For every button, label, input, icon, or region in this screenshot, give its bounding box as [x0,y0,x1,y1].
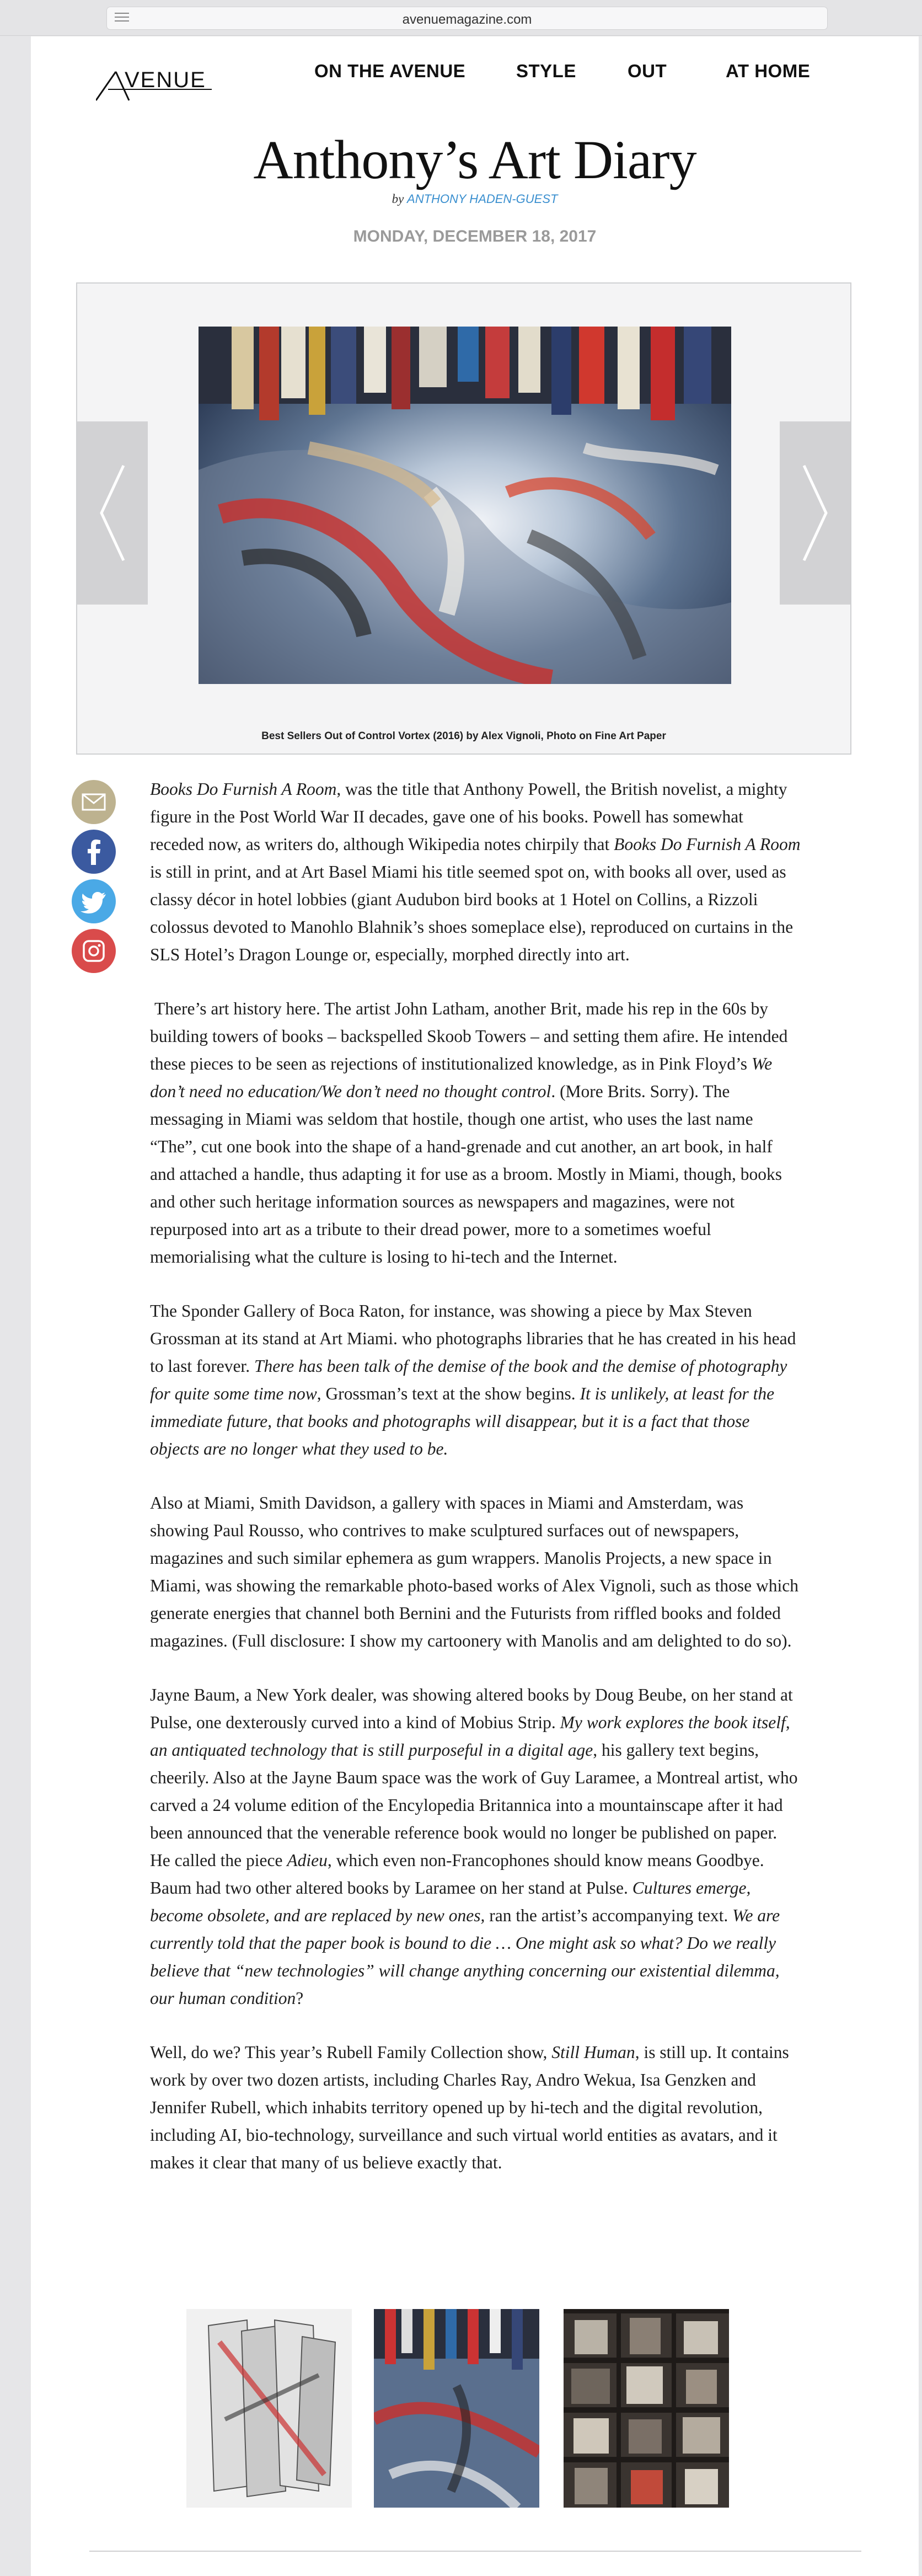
italic-run: Books Do Furnish A Room [614,835,801,854]
article-title: Anthony’s Art Diary [253,129,696,190]
slideshow-next-button[interactable] [780,421,850,605]
svg-text:VENUE: VENUE [125,68,206,92]
text-run: , Grossman’s text at the show begins. [317,1384,580,1403]
address-bar-url: avenuemagazine.com [402,12,532,27]
instagram-icon [72,929,116,973]
chevron-left-icon [77,421,148,605]
nav-item-at-home[interactable]: AT HOME [726,61,811,81]
text-run: , is still up. It contains work by over two dozen artists, including Charles Ray, Andro Wekua, Isa Genzken and Jennifer Rubell, which inhabits territory opened up by hi-tech and the digital revolution, including AI, bio-technology, surveillance and such virtual world entities as avatars, and it makes it clear that many of us believe exactly that. [150,2043,789,2172]
italic-run: Books Do Furnish A Room [150,779,337,799]
share-email-button[interactable] [72,780,116,824]
article-date: MONDAY, DECEMBER 18, 2017 [353,227,597,245]
footer-divider [89,2551,861,2552]
italic-run: Adieu [287,1851,328,1870]
related-thumbnails [31,2309,919,2513]
thumbnail-library-shelves[interactable] [564,2309,729,2508]
text-run: Jayne Baum, a New York dealer, was showing altered books by Doug Beube, on her stand at Pulse, one dexterously curved into a kind of Mobius Strip. [150,1685,793,1732]
italic-run: My work explores the book itself, an antiquated technology that is still purposeful in a digital age [150,1713,790,1760]
main-nav [31,61,919,83]
italic-run: It is unlikely, at least for the immediate future, that books and photographs will disappear, but it is a fact that those objects are no longer what they used to be. [150,1384,775,1458]
facebook-icon [72,830,116,874]
italic-run: There has been talk of the demise of the book and the demise of photography for quite some time now [150,1356,787,1403]
nav-item-on-the-avenue[interactable]: ON THE AVENUE [314,61,466,81]
article-paragraph [150,776,801,969]
text-run: ran the artist’s accompanying text. [485,1906,733,1925]
text-run: . (More Brits. Sorry). The messaging in Miami was seldom that hostile, though one artist, who uses the last name “The”, cut one book into the shape of a hand-grenade and cut another, an art book, in half and attached a handle, thus adapting it for use as a broom. Mostly in Miami, though, books and other such heritage information sources as newspapers and magazines, were not repurposed into art as a tribute to their dread power, more to a sometimes woeful memorialising what the culture is losing to hi-tech and the Internet. [150,1082,782,1266]
text-run: , which even non-Francophones should know means Goodbye. Baum had two other altered books by Laramee on her stand at Pulse. [150,1851,764,1898]
text-run: There’s art history here. The artist John Latham, another Brit, made his rep in the 60s by building towers of books – backspelled Skoob Towers – and setting them afire. He intended these pieces to be seen as rejections of institutionalized knowledge, as in Pink Floyd’s [150,999,788,1073]
text-run: Also at Miami, Smith Davidson, a gallery with spaces in Miami and Amsterdam, was showing Paul Rousso, who contrives to make sculptured surfaces out of newspapers, magazines and such similar ephemera as gum wrappers. Manolis Projects, a new space in Miami, was showing the remarkable photo-based works of Alex Vignoli, such as those which generate energies that channel both Bernini and the Futurists from riffled books and folded magazines. (Full disclosure: I show my cartoonery with Manolis and am delighted to do so). [150,1493,798,1650]
share-twitter-button[interactable] [72,879,116,923]
twitter-icon [72,879,116,923]
text-run: , was the title that Anthony Powell, the British novelist, a mighty figure in the Post World War II decades, gave one of his books. Powell has somewhat receded now, as writers do, although Wikipedia notes chirpily that [150,779,787,854]
share-instagram-button[interactable] [72,929,116,973]
text-run: , his gallery text begins, cheerily. Also at the Jayne Baum space was the work of Guy Laramee, a Montreal artist, who carved a 24 volume edition of the Encylopedia Britannica into a mountainscape after it had been announced that the venerable reference book would no longer be published on paper. He called the piece [150,1740,798,1870]
slideshow-prev-button[interactable] [77,421,148,605]
email-icon [72,780,116,824]
image-slideshow [76,282,851,755]
article-paragraph [150,1681,801,2012]
slide-caption: Best Sellers Out of Control Vortex (2016) by Alex Vignoli, Photo on Fine Art Paper [261,730,666,742]
text-run: is still in print, and at Art Basel Miami his title seemed spot on, with books all over, used as classy décor in hotel lobbies (giant Audubon bird books at 1 Hotel on Collins, a Rizzoli colossus devoted to Manohlo Blahnik’s shoes someplace else), reproduced on curtains in the SLS Hotel’s Dragon Lounge or, especially, morphed directly into art. [150,862,794,964]
nav-item-style[interactable]: STYLE [516,61,576,81]
article-paragraph [150,2039,801,2177]
share-facebook-button[interactable] [72,830,116,874]
italic-run: Still Human [551,2043,635,2062]
browser-bar [0,0,922,36]
slide-image [199,327,731,684]
page [31,36,919,2576]
chevron-right-icon [780,421,850,605]
text-run: ? [296,1989,304,2008]
article-body [150,776,801,2203]
text-run: The Sponder Gallery of Boca Raton, for instance, was showing a piece by Max Steven Grossman at its stand at Art Miami. who photographs libraries that he has created in his head to last forever. [150,1301,796,1376]
italic-run: We are currently told that the paper book is bound to die … One might ask so what? Do we really believe that “new technologies” will change anything concerning our existential dilemma, our human condition [150,1906,780,2008]
article-paragraph [150,995,801,1271]
byline-prefix: by [392,192,404,206]
address-bar[interactable] [106,7,828,30]
text-run: Well, do we? This year’s Rubell Family Collection show, [150,2043,552,2062]
thumbnail-altered-newspapers[interactable] [186,2309,352,2508]
thumbnail-vortex[interactable] [374,2309,539,2508]
article-paragraph [150,1297,801,1463]
byline [31,192,919,206]
author-link[interactable]: ANTHONY HADEN-GUEST [407,192,558,206]
nav-item-out[interactable]: OUT [628,61,667,81]
article-paragraph [150,1489,801,1655]
italic-run: Cultures emerge, become obsolete, and are replaced by new ones, [150,1878,751,1925]
italic-run: We don’t need no education/We don’t need no thought control [150,1054,773,1101]
